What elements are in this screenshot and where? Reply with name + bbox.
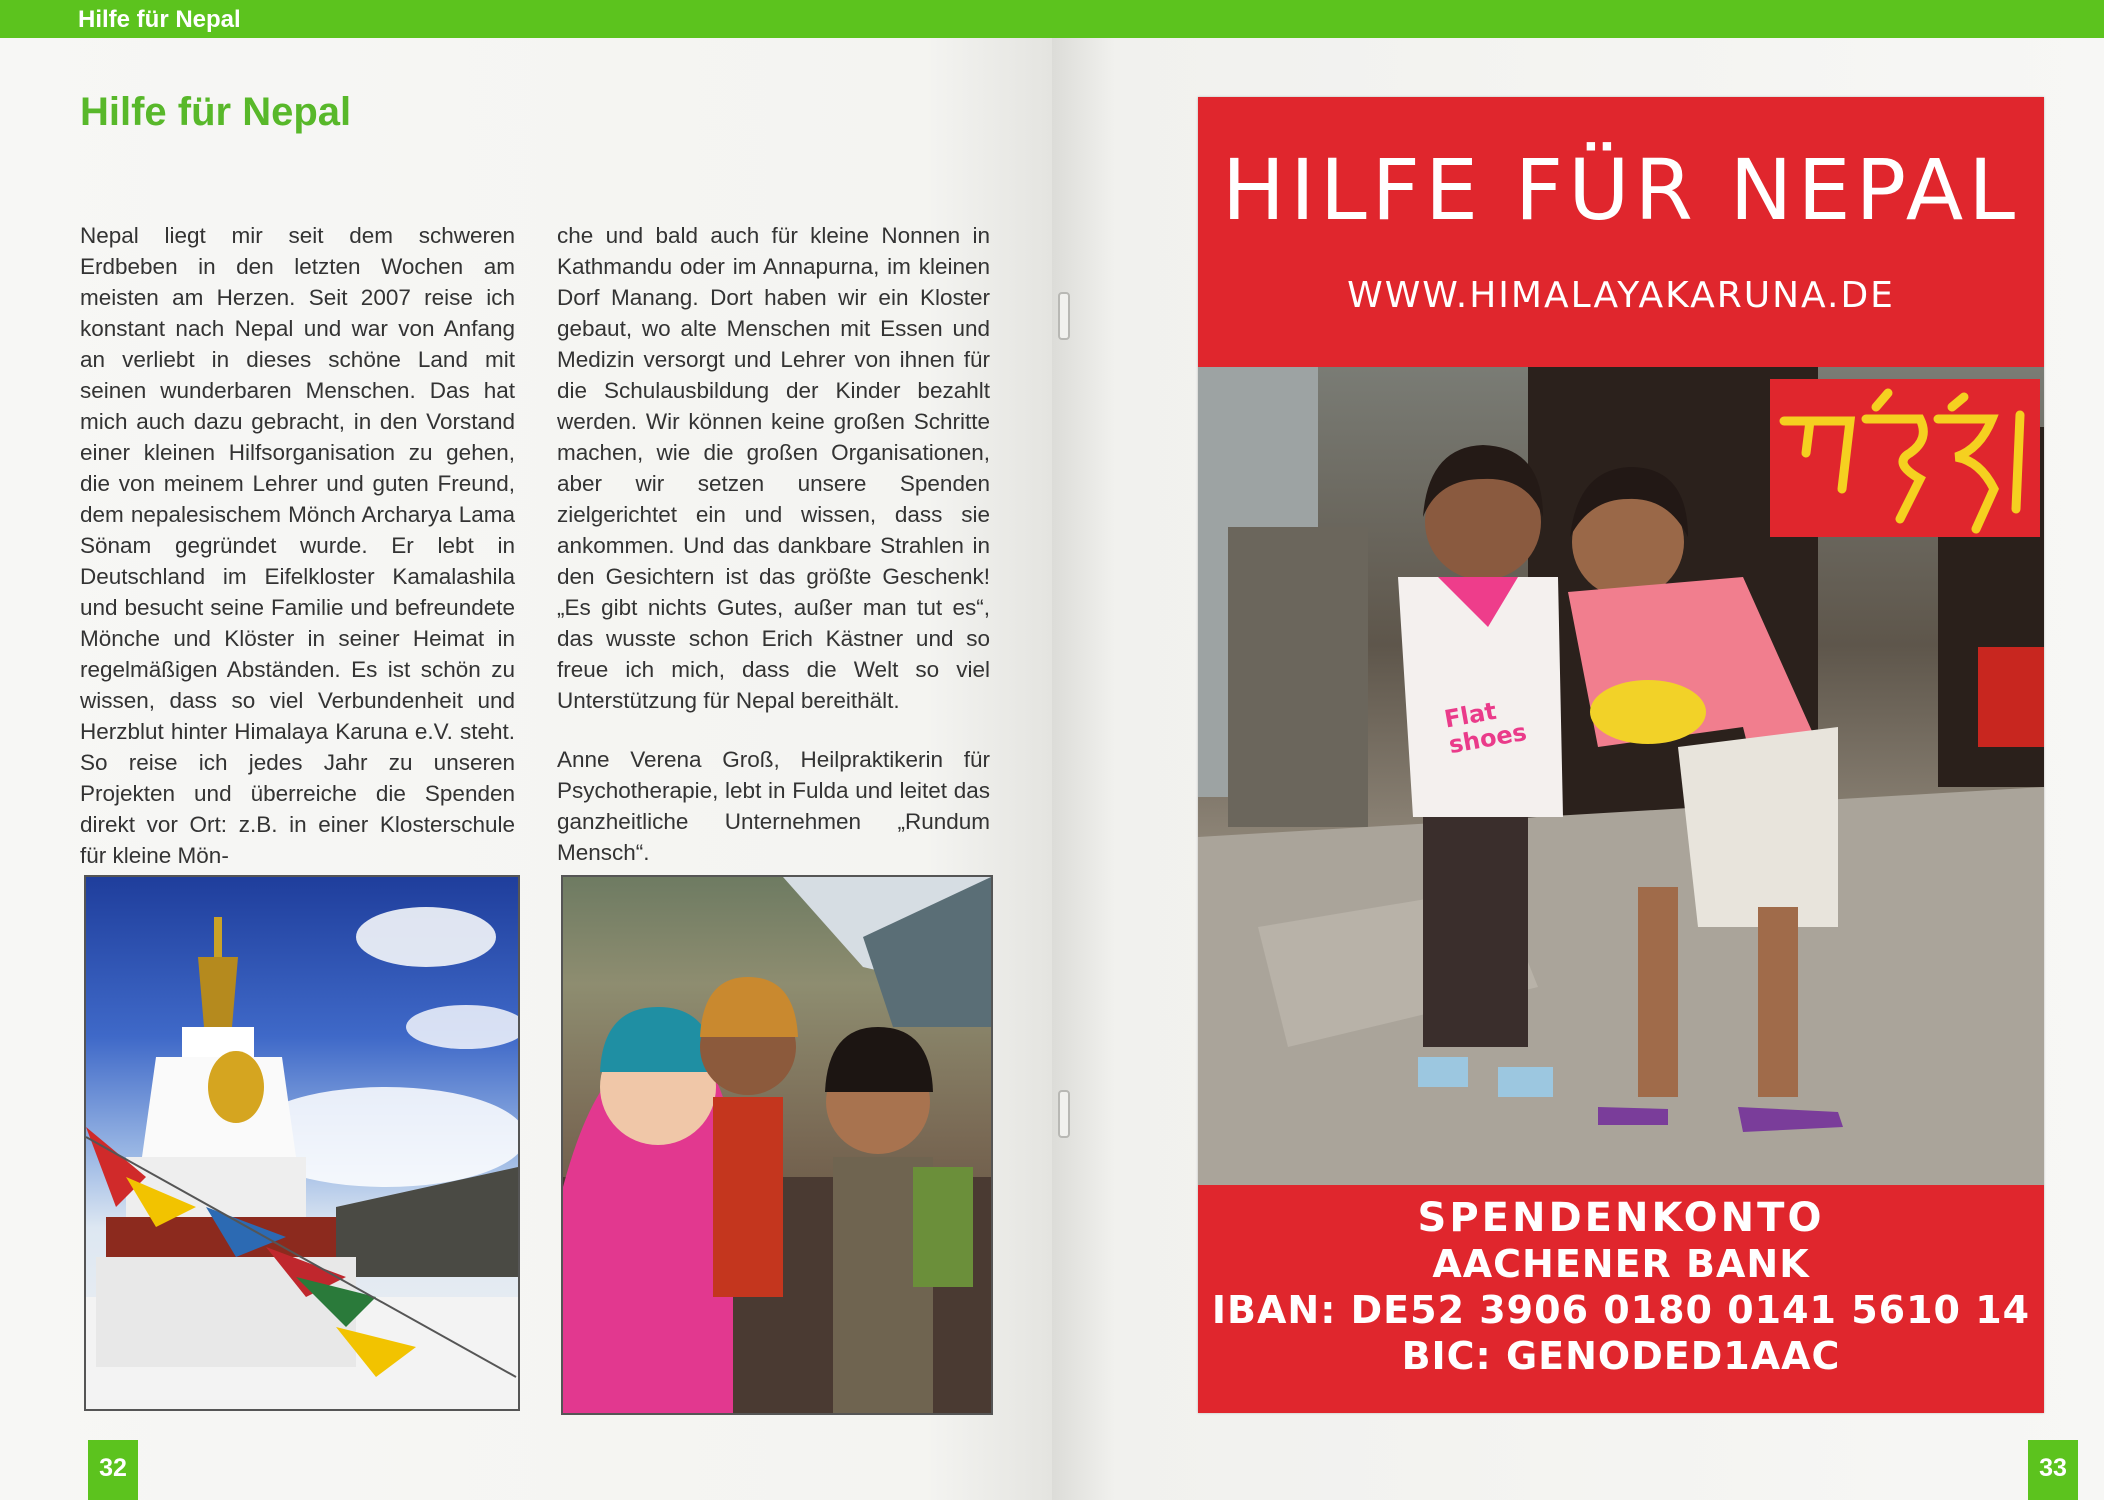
tibetan-script-icon — [1770, 379, 2040, 537]
selfie-photo — [561, 875, 993, 1415]
text-column-1 — [80, 220, 515, 871]
donation-advertisement — [1198, 97, 2044, 1413]
column-1-text: Nepal liegt mir seit dem schweren Erdbeben in den letzten Wochen am meisten am Herzen. Seit 2007 reise ich konstant nach Nepal und war von Anfang an verliebt in dieses schöne Land mit seinen wunderbaren Menschen. Das hat mich auch dazu gebracht, in den Vorstand einer kleinen Hilfsorganisation zu gehen, die von meinem Lehrer und guten Freund, dem nepalesischem Mönch Archarya Lama Sönam gegründet wurde. Er lebt in Deutschland im Eifelkloster Kamalashila und besucht seine Familie und befreundete Mönche und Klöster in seiner Heimat in regelmäßigen Abständen. Es ist schön zu wissen, dass so viel Verbundenheit und Herzblut hinter Himalaya Karuna e.V. steht. So reise ich jedes Jahr zu unseren Projekten und überreiche die Spenden direkt vor Ort: z.B. in einer Klosterschule für kleine Mön- — [80, 223, 515, 868]
donation-label: SPENDENKONTO — [1417, 1195, 1825, 1241]
right-page — [1052, 0, 2104, 1500]
stupa-photo — [84, 875, 520, 1411]
header-strip-right — [1052, 0, 2104, 38]
tibetan-script-box — [1770, 379, 2040, 537]
selfie-illustration — [563, 877, 991, 1413]
ad-url[interactable]: WWW.HIMALAYAKARUNA.DE — [1347, 275, 1895, 316]
running-header: Hilfe für Nepal — [78, 6, 241, 33]
header-strip-left — [0, 0, 1052, 38]
article-title: Hilfe für Nepal — [80, 90, 352, 134]
children-photo — [1198, 367, 2044, 1185]
bank-name: AACHENER BANK — [1432, 1242, 1810, 1286]
page-number-left: 32 — [88, 1440, 138, 1500]
column-2-text: che und bald auch für kleine Nonnen in Kathmandu oder im Annapurna, im kleinen Dorf Manang. Dort haben wir ein Kloster gebaut, wo alte Menschen mit Essen und Medizin versorgt und Lehrer von ihnen für die Schulausbildung der Kinder bezahlt werden. Wir können keine großen Schritte machen, wie die großen Organisationen, aber wir setzen unsere Spenden zielgerichtet ein und wissen, dass sie ankommen. Und das dankbare Strahlen in den Gesichtern ist das größte Geschenk! „Es gibt nichts Gutes, außer man tut es“, das wusste schon Erich Kästner und so freue ich mich, dass die Welt so viel Unterstützung für Nepal bereithält. — [557, 223, 990, 713]
donation-info — [1198, 1195, 2044, 1379]
shirt-text: Flat shoes — [1442, 696, 1529, 760]
author-note: Anne Verena Groß, Heilpraktikerin für Psychotherapie, lebt in Fulda und leitet das ganzheitliche Unternehmen „Rundum Mensch“. — [557, 747, 990, 865]
ad-title: HILFE FÜR NEPAL — [1221, 141, 2021, 239]
text-column-2 — [557, 220, 990, 868]
staple-bottom — [1058, 1090, 1070, 1138]
bic-code: BIC: GENODED1AAC — [1401, 1334, 1841, 1378]
stupa-illustration — [86, 877, 518, 1409]
page-number-right: 33 — [2028, 1440, 2078, 1500]
iban-number: IBAN: DE52 3906 0180 0141 5610 14 — [1211, 1288, 2031, 1332]
staple-top — [1058, 292, 1070, 340]
